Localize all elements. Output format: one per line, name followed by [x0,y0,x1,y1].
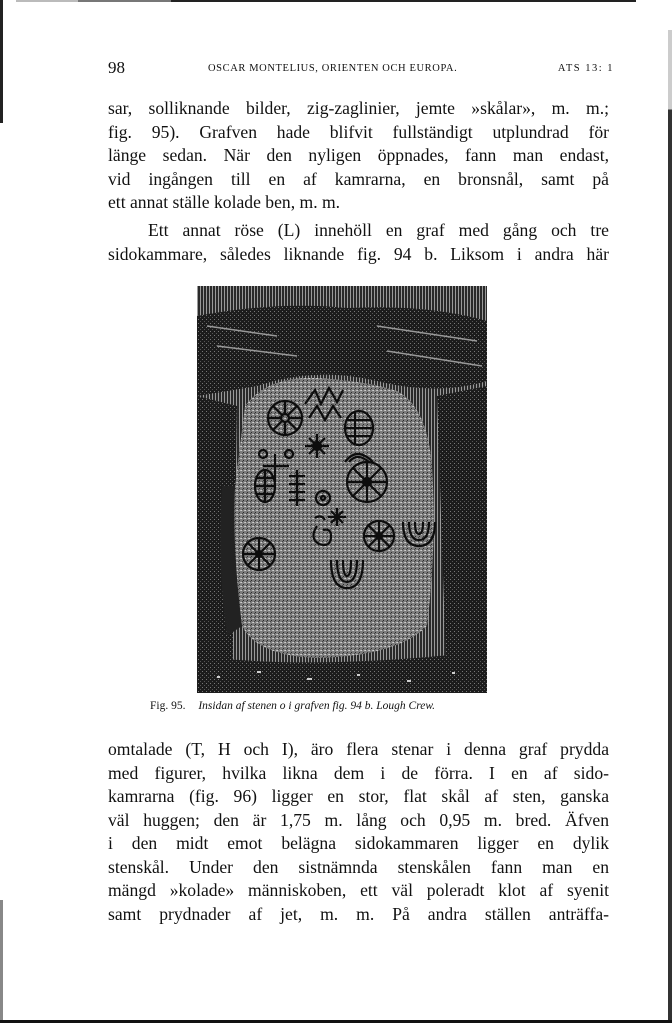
text-line: länge sedan. När den nyligen öppnades, fann man endast, [108,145,609,165]
paragraph-3 [108,738,609,926]
carved-stone-illustration [197,286,487,693]
scan-edge-top [16,0,636,2]
running-head [108,58,614,82]
figure-caption [150,700,570,712]
signature-mark: ATS 13: 1 [557,63,614,74]
text-line: kamrarna (fig. 96) ligger en stor, flat skål af sten, ganska [108,786,609,806]
text-line: ett annat ställe kolade ben, m. m. [108,192,341,212]
paragraph-2 [108,219,609,266]
text-line: samt prydnader af jet, m. m. På andra ställen anträffa- [108,903,609,924]
figure-caption-text: Insidan af stenen o i grafven fig. 94 b. Lough Crew. [198,700,436,712]
text-line: i den midt emot belägna sidokammaren ligger en dylik [108,833,609,853]
figure-95-engraving [197,286,487,693]
text-line: Ett annat röse (L) innehöll en graf med gång och tre [148,220,609,240]
page-number: 98 [108,58,125,77]
text-line: omtalade (T, H och I), äro flera stenar i denna graf prydda [108,739,609,759]
text-line: väl huggen; den är 1,75 m. lång och 0,95 m. bred. Äfven [108,809,609,830]
text-line: fig. 95). Grafven hade blifvit fullständigt utplundrad för [108,121,609,142]
text-line: mängd »kolade» människoben, ett väl poleradt klot af syenit [108,880,609,900]
text-line: stenskål. Under den sistnämnda stenskålen fann man en [108,856,609,877]
running-title: OSCAR MONTELIUS, ORIENTEN OCH EUROPA. [208,63,458,74]
scan-edge-left [0,0,3,1023]
scan-edge-right [668,30,672,1023]
text-line: vid ingången till en af kamrarna, en bronsnål, samt på [108,168,609,189]
figure-label: Fig. 95. [150,700,186,712]
text-line: med figurer, hvilka likna dem i de förra. I en af sido- [108,762,609,783]
paragraph-1 [108,97,609,215]
text-line: sar, solliknande bilder, zig-zaglinier, jemte »skålar», m. m.; [108,98,609,118]
text-line: sidokammare, således liknande fig. 94 b. Liksom i andra här [108,243,609,264]
